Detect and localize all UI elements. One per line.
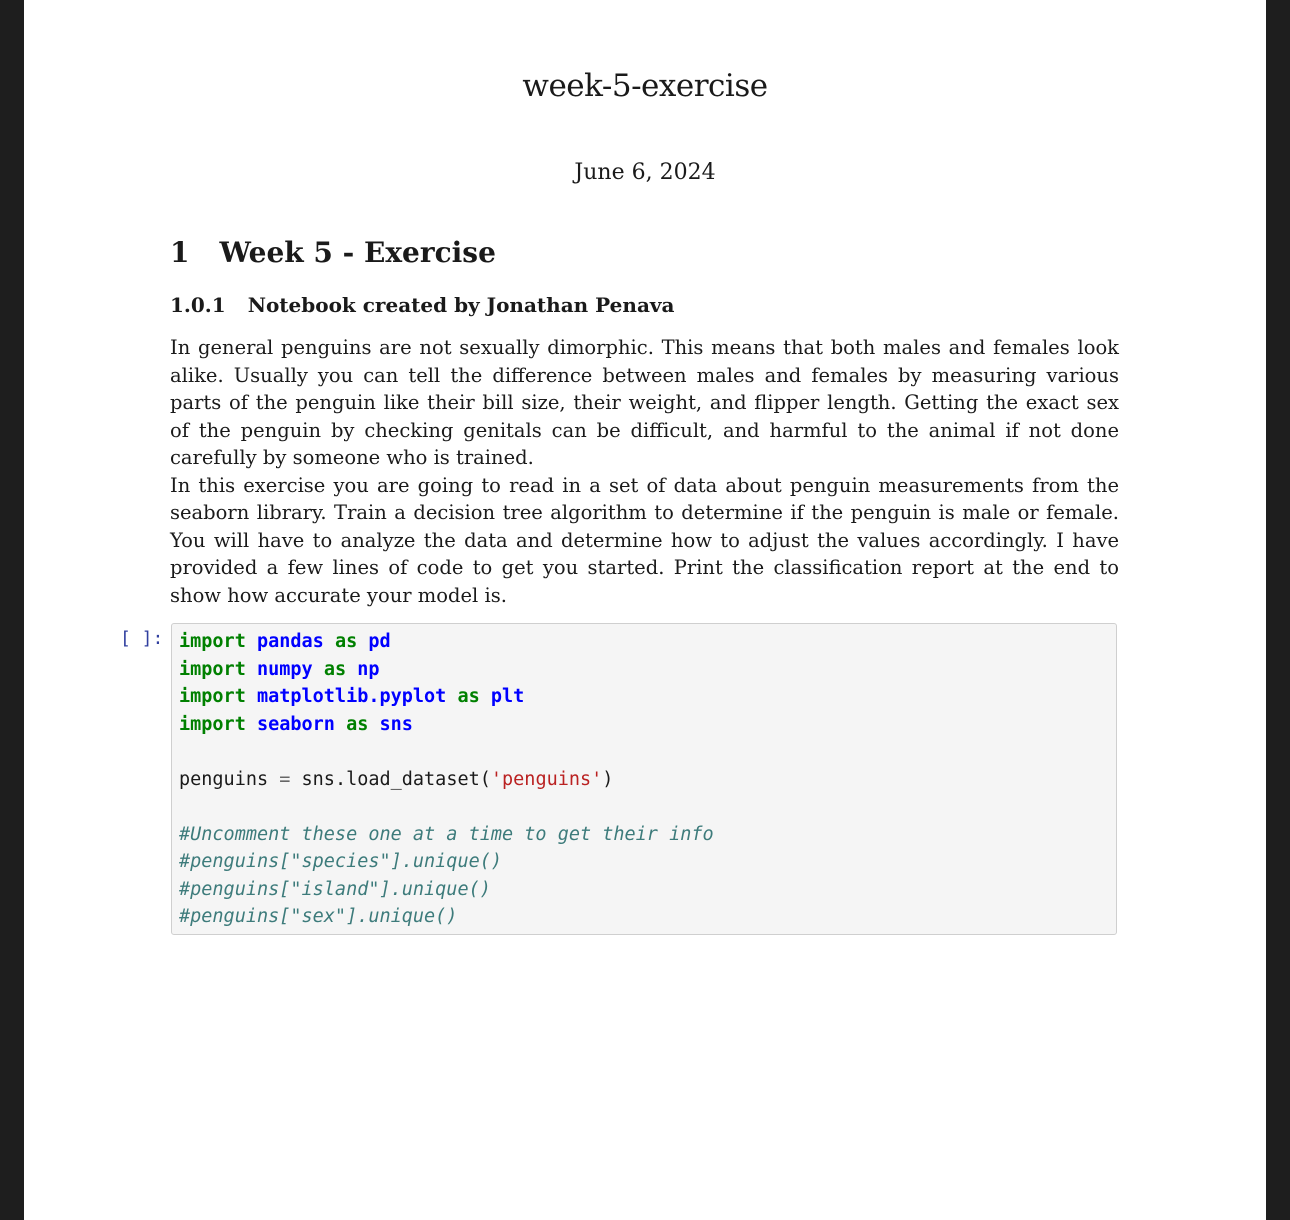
subsection-heading <box>170 293 674 317</box>
code-token: seaborn <box>256 713 335 735</box>
code-line <box>179 769 613 790</box>
document-title: week-5-exercise <box>522 68 768 104</box>
section-heading <box>170 236 496 269</box>
paragraph: In general penguins are not sexually dimorphic. This means that both males and females look alike. Usually you can tell the difference between males and females by measuring various parts of the penguin like their bill size, their weight, and flipper length. Getting the exact sex of the penguin by checking genitals can be difficult, and harmful to the animal if not done carefully by someone who is trained. <box>170 336 1119 469</box>
paragraph: In this exercise you are going to read in a set of data about penguin measurements from the seaborn library. Train a decision tree algorithm to determine if the penguin is male or female. You will have to analyze the data and determine how to adjust the values accordingly. I have provided a few lines of code to get you started. Print the classification report at the end to show how accurate your model is. <box>170 473 1119 607</box>
code-token: pandas <box>256 631 324 652</box>
code-token: sns <box>379 713 413 735</box>
code-token: plt <box>490 686 525 707</box>
code-token: as <box>334 631 358 652</box>
document-page <box>24 0 1266 1220</box>
code-token: import <box>179 631 246 652</box>
code-comment: #penguins["sex"].unique() <box>179 906 458 927</box>
subsection-number: 1.0.1 <box>170 293 226 317</box>
code-token: as <box>457 686 480 707</box>
markdown-body <box>170 334 1119 609</box>
code-line <box>179 714 413 735</box>
document-date: June 6, 2024 <box>574 160 716 185</box>
code-token: import <box>179 658 246 680</box>
code-line <box>179 659 380 680</box>
section-number: 1 <box>170 236 190 269</box>
code-cell[interactable] <box>171 623 1117 935</box>
code-token: import <box>179 713 246 735</box>
code-token: matplotlib.pyplot <box>256 686 447 707</box>
code-token: as <box>346 713 369 735</box>
code-comment: #penguins["island"].unique() <box>179 878 491 900</box>
section-title: Week 5 - Exercise <box>219 236 496 269</box>
code-line <box>179 631 391 652</box>
code-line <box>179 686 524 707</box>
code-token: penguins <box>179 768 269 790</box>
code-comment: #penguins["species"].unique() <box>179 851 503 872</box>
code-editor[interactable] <box>179 628 714 931</box>
code-comment: #Uncomment these one at a time to get their info <box>179 823 714 845</box>
code-token: 'penguins' <box>490 768 603 790</box>
code-token: = <box>279 768 291 790</box>
code-token: pd <box>368 631 391 652</box>
subsection-title: Notebook created by Jonathan Penava <box>247 293 675 317</box>
code-token: ) <box>602 768 614 790</box>
cell-prompt: [ ]: <box>120 628 164 649</box>
code-token: sns.load_dataset( <box>301 768 491 790</box>
code-token: numpy <box>256 658 313 680</box>
code-token: np <box>357 658 380 680</box>
code-token: import <box>179 686 246 707</box>
code-token: as <box>323 658 347 680</box>
